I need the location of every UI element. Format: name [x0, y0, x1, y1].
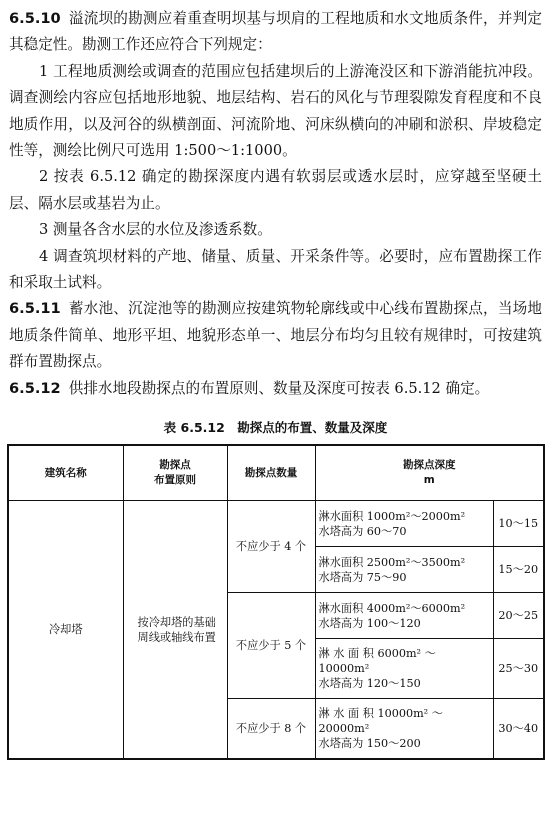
section-6-5-12: [9, 376, 542, 402]
cell-depth: 20～25: [493, 593, 544, 639]
clause-item-1: 1 工程地质测绘或调查的范围应包括建坝后的上游淹没区和下游消能抗冲段。调查测绘内容应包括地形地貌、地层结构、岩石的风化与节理裂隙发育程度和不良地质作用，以及河谷的纵横剖面、河流阶地、河床纵横向的冲刷和淤积、岸坡稳定性等，测绘比例尺可选用 1:500～1:1000。: [9, 62, 542, 160]
section-6-5-11: [9, 296, 542, 375]
cell-depth: 30～40: [493, 699, 544, 760]
section-6-5-10: [9, 6, 542, 59]
header-depth: 勘探点深度 m: [315, 445, 544, 501]
section-text: 供排水地段勘探点的布置原则、数量及深度可按表 6.5.12 确定。: [68, 379, 490, 397]
cell-depth: 15～20: [493, 547, 544, 593]
clause-item-2: 2 按表 6.5.12 确定的勘探深度内遇有软弱层或透水层时，应穿越至坚硬土层、隔水层或基岩为止。: [9, 168, 542, 212]
cell-area: 淋 水 面 积 6000m² ～ 10000m² 水塔高为 120～150: [315, 639, 493, 699]
cell-area: 淋水面积 4000m²～6000m² 水塔高为 100～120: [315, 593, 493, 639]
table-header-row: [8, 445, 544, 501]
clause-item-3: 3 测量各含水层的水位及渗透系数。: [39, 221, 272, 239]
header-count: 勘探点数量: [227, 445, 315, 501]
table-row: [8, 501, 544, 547]
section-number: 6.5.10: [9, 10, 61, 27]
cell-count: 不应少于 4 个: [227, 501, 315, 593]
cell-principle: 按冷却塔的基础周线或轴线布置: [123, 501, 227, 760]
header-principle: 勘探点 布置原则: [123, 445, 227, 501]
cell-area: 淋 水 面 积 10000m² ～ 20000m² 水塔高为 150～200: [315, 699, 493, 760]
cell-building: 冷却塔: [8, 501, 123, 760]
table-title: 表 6.5.12 勘探点的布置、数量及深度: [163, 420, 388, 436]
section-text: 蓄水池、沉淀池等的勘测应按建筑物轮廓线或中心线布置勘探点，当场地地质条件简单、地形平坦、地貌形态单一、地层分布均匀且较有规律时，可按建筑群布置勘探点。: [9, 300, 542, 371]
clause-item-4: 4 调查筑坝材料的产地、储量、质量、开采条件等。必要时，应布置勘探工作和采取土试料。: [9, 247, 542, 292]
cell-area: 淋水面积 2500m²～3500m² 水塔高为 75～90: [315, 547, 493, 593]
header-building-name: 建筑名称: [8, 445, 123, 501]
cell-depth: 10～15: [493, 501, 544, 547]
cell-depth: 25～30: [493, 639, 544, 699]
cell-count: 不应少于 5 个: [227, 593, 315, 699]
cell-count: 不应少于 8 个: [227, 699, 315, 760]
section-number: 6.5.11: [9, 300, 61, 318]
section-text: 溢流坝的勘测应着重查明坝基与坝肩的工程地质和水文地质条件，并判定其稳定性。勘测工作还应符合下列规定：: [9, 10, 542, 54]
cell-area: 淋水面积 1000m²～2000m² 水塔高为 60～70: [315, 501, 493, 547]
section-number: 6.5.12: [9, 379, 61, 397]
survey-points-table: [7, 444, 545, 760]
